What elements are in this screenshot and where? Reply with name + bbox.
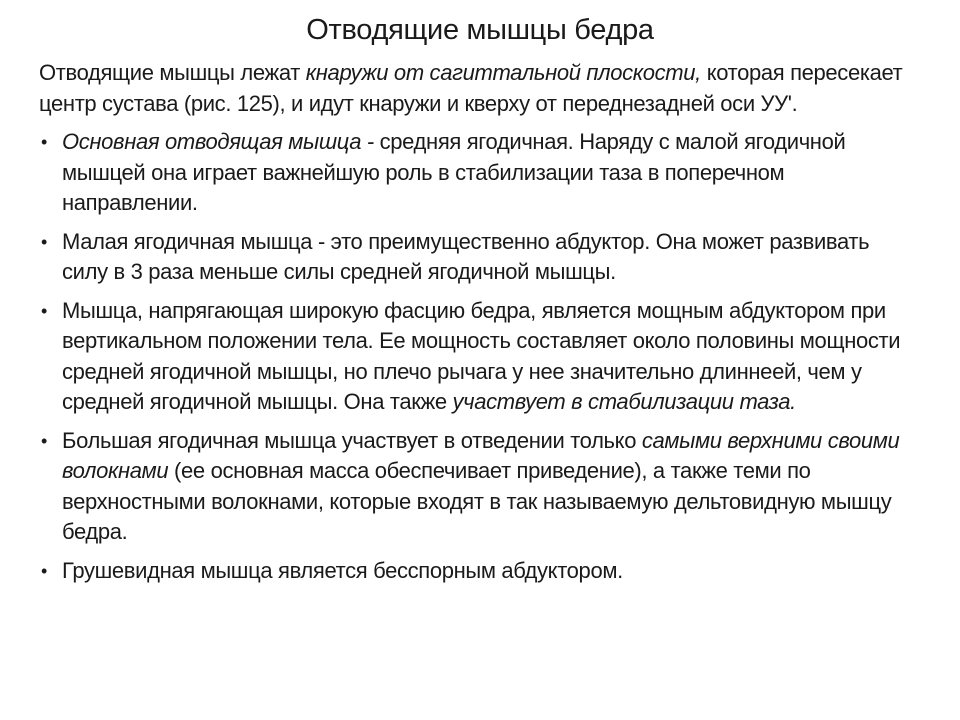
bullet-3-text-1: Мышца, напрягающая широкую фасцию бедра, является мощным абдуктором при вертикальном положении тела. Ее мощность составляет около половины мощности средней ягодичной мышцы, но плечо рычага у нее значительно длиннеей, чем у средней ягодичной мышцы. Она также: [62, 297, 901, 414]
bullet-3-italic-1: участвует в стабилизации таза.: [452, 389, 796, 414]
bullet-1-text-1: средняя ягодичная. Наряду с малой ягодичной мышцей она играет важнейшую роль в стабилизации таза в поперечном направлении.: [62, 129, 846, 215]
bullet-1-italic-1: Основная отводящая мышца -: [62, 129, 374, 154]
intro-italic-1: кнаружи от сагиттальной плоскости,: [305, 60, 701, 85]
bullet-item-tensor-fasciae-latae: [39, 296, 917, 418]
slide-title: Отводящие мышцы бедра: [306, 14, 654, 46]
intro-paragraph: [39, 58, 917, 119]
bullet-item-gluteus-maximus: [39, 426, 917, 548]
bullet-item-main-abductor: [39, 127, 917, 219]
bullet-4-text-2: (ее основная масса обеспечивает приведение), а также теми по верхностными волокнами, которые входят в так называемую дельтовидную мышцу бедра.: [62, 458, 892, 544]
bullet-2-text-1: Малая ягодичная мышца - это преимущественно абдуктор. Она может развивать силу в 3 раза меньше силы средней ягодичной мышцы.: [62, 228, 870, 284]
bullet-item-gluteus-minimus: [39, 227, 917, 288]
bullet-icon: •: [41, 132, 47, 152]
bullet-icon: •: [41, 560, 47, 581]
bullet-5-text-1: Грушевидная мышца является бесспорным абдуктором.: [62, 557, 623, 583]
bullet-icon: •: [41, 300, 47, 321]
bullet-icon: •: [41, 430, 47, 451]
intro-text-1: Отводящие мышцы лежат: [39, 60, 306, 85]
bullet-4-text-1: Большая ягодичная мышца участвует в отведении только: [62, 427, 642, 453]
bullet-list: [39, 127, 917, 586]
bullet-item-piriformis: [39, 556, 917, 587]
slide-content: [39, 58, 917, 594]
bullet-4-italic-1: самыми верхними своими волокнами: [62, 427, 900, 483]
bullet-icon: •: [41, 231, 47, 252]
intro-text-2: которая пересекает центр сустава (рис. 125), и идут кнаружи и кверху от переднезадней оси УУ'.: [39, 60, 903, 116]
